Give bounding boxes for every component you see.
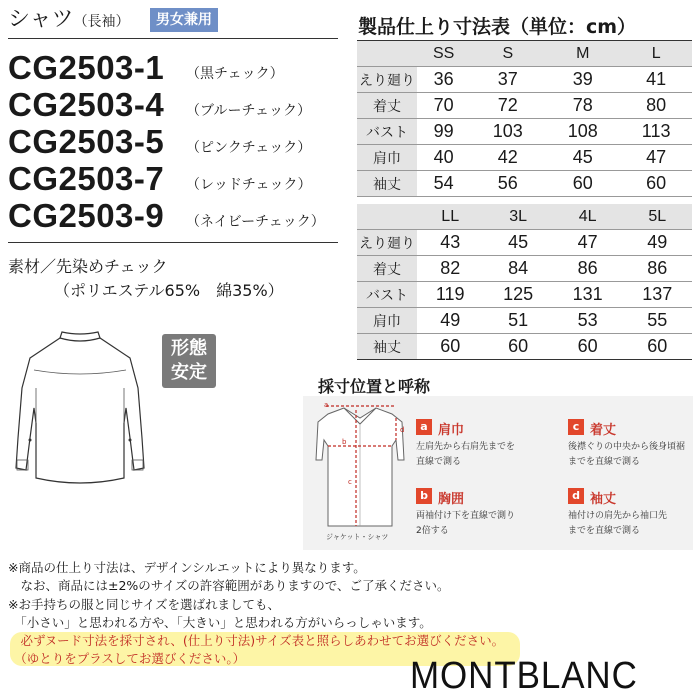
diagram-label-d: d <box>400 426 405 434</box>
table-cell: 131 <box>572 284 603 304</box>
row-label: 着丈 <box>357 93 417 119</box>
measure-name: 胸囲 <box>438 492 465 507</box>
table-cell: 37 <box>497 69 518 89</box>
note-line: 「小さい」と思われる方や、「大きい」と思われる方がいらっしゃいます。 <box>8 615 432 630</box>
table-cell: 108 <box>567 121 598 141</box>
table-cell: 60 <box>646 173 667 193</box>
size-header: M <box>545 41 620 67</box>
table-cell: 43 <box>440 232 461 252</box>
table-cell: 55 <box>647 310 668 330</box>
row-label: えり廻り <box>357 67 417 93</box>
table-cell: 99 <box>433 121 454 141</box>
product-code: CG2503-4 <box>8 86 165 123</box>
table-cell: 82 <box>440 258 461 278</box>
table-cell: 47 <box>646 147 667 167</box>
measure-badge-d: d <box>568 488 584 504</box>
table-cell: 53 <box>577 310 598 330</box>
measure-desc: 左肩先から右肩先までを 直線で測る <box>416 442 516 467</box>
measure-desc: 両袖付け下を直線で測り 2倍する <box>416 511 516 536</box>
row-label: 袖丈 <box>357 334 417 360</box>
product-code: CG2503-1 <box>8 49 165 86</box>
jacket-measure-diagram <box>310 400 410 532</box>
diagram-label-b: b <box>342 438 347 446</box>
table-cell: 125 <box>503 284 534 304</box>
form-stable-badge: 形態 安定 <box>162 334 216 388</box>
row-label: 肩巾 <box>357 308 417 334</box>
table-cell: 40 <box>433 147 454 167</box>
product-code: CG2503-5 <box>8 123 165 160</box>
table-cell: 54 <box>433 173 454 193</box>
measure-name: 袖丈 <box>590 492 617 507</box>
measure-title: 採寸位置と呼称 <box>318 377 431 396</box>
table-cell: 60 <box>647 336 668 356</box>
product-color: （ブルーチェック） <box>186 103 312 119</box>
measure-badge-b: b <box>416 488 432 504</box>
table-cell: 72 <box>497 95 518 115</box>
table-cell: 84 <box>508 258 529 278</box>
shirt-illustration <box>10 328 150 493</box>
size-header: L <box>620 41 692 67</box>
table-cell: 60 <box>577 336 598 356</box>
measure-badge-c: c <box>568 419 584 435</box>
measure-desc: 後襟ぐりの中央から後身頃裾 までを直線で測る <box>568 442 686 467</box>
material-composition: （ポリエステル65% 綿35%） <box>54 281 284 300</box>
product-color: （ネイビーチェック） <box>186 214 325 230</box>
size-header: 5L <box>622 204 692 230</box>
size-table-title: 製品仕上り寸法表（単位：cm） <box>358 16 637 38</box>
row-label: 着丈 <box>357 256 417 282</box>
divider <box>8 38 338 39</box>
table-cell: 103 <box>492 121 523 141</box>
table-cell: 70 <box>433 95 454 115</box>
product-color: （ピンクチェック） <box>186 140 312 156</box>
table-cell: 49 <box>647 232 668 252</box>
measure-desc: 袖付けの肩先から袖口先 までを直線で測る <box>568 511 668 536</box>
table-cell: 80 <box>646 95 667 115</box>
table-cell: 113 <box>641 121 671 141</box>
table-cell: 86 <box>647 258 668 278</box>
measure-name: 肩巾 <box>438 423 465 438</box>
table-cell: 60 <box>508 336 529 356</box>
row-label: えり廻り <box>357 230 417 256</box>
table-cell: 86 <box>577 258 598 278</box>
product-code: CG2503-7 <box>8 160 165 197</box>
row-label: バスト <box>357 282 417 308</box>
note-line-emphasis: 必ずヌード寸法を採寸され、(仕上り寸法)サイズ表と照らしあわせてお選びください。 <box>8 633 505 648</box>
size-header: LL <box>417 204 483 230</box>
table-cell: 42 <box>497 147 518 167</box>
table-cell: 39 <box>572 69 593 89</box>
table-cell: 49 <box>440 310 461 330</box>
size-header: 4L <box>553 204 623 230</box>
table-cell: 78 <box>572 95 593 115</box>
table-cell: 119 <box>435 284 465 304</box>
measure-name: 着丈 <box>590 423 617 438</box>
product-color: （黒チェック） <box>186 66 284 82</box>
size-table-2 <box>357 204 692 360</box>
row-label: 肩巾 <box>357 145 417 171</box>
size-header: S <box>470 41 545 67</box>
note-line: なお、商品には±2%のサイズの許容範囲がありますので、ご了承ください。 <box>8 578 450 593</box>
table-cell: 36 <box>433 69 454 89</box>
table-cell: 60 <box>440 336 461 356</box>
table-cell: 60 <box>572 173 593 193</box>
table-cell: 51 <box>508 310 529 330</box>
table-cell: 56 <box>497 173 518 193</box>
figure-label: ジャケット・シャツ <box>326 533 389 541</box>
diagram-label-c: c <box>348 478 352 486</box>
brand-logo: MONTBLANC <box>410 655 638 697</box>
note-line: ※商品の仕上り寸法は、デザインシルエットにより異なります。 <box>8 560 366 575</box>
row-label: 袖丈 <box>357 171 417 197</box>
product-color: （レッドチェック） <box>186 177 312 193</box>
product-code: CG2503-9 <box>8 197 165 234</box>
table-cell: 47 <box>577 232 598 252</box>
table-cell: 45 <box>508 232 529 252</box>
divider <box>8 242 338 243</box>
note-line-emphasis: （ゆとりをプラスしてお選びください。） <box>8 651 246 666</box>
table-cell: 41 <box>646 69 667 89</box>
size-header: SS <box>417 41 470 67</box>
size-header: 3L <box>483 204 553 230</box>
title-sub: （長袖） <box>73 14 130 30</box>
diagram-label-a: a <box>324 401 329 409</box>
material-label: 素材／先染めチェック <box>8 257 168 276</box>
note-line: ※お手持ちの服と同じサイズを選ばれましても、 <box>8 597 280 612</box>
page-title: シャツ（長袖） <box>8 7 130 32</box>
row-label: バスト <box>357 119 417 145</box>
measure-badge-a: a <box>416 419 432 435</box>
table-cell: 45 <box>572 147 593 167</box>
size-table-1 <box>357 40 692 197</box>
table-cell: 137 <box>642 284 673 304</box>
unisex-badge: 男女兼用 <box>150 8 218 32</box>
